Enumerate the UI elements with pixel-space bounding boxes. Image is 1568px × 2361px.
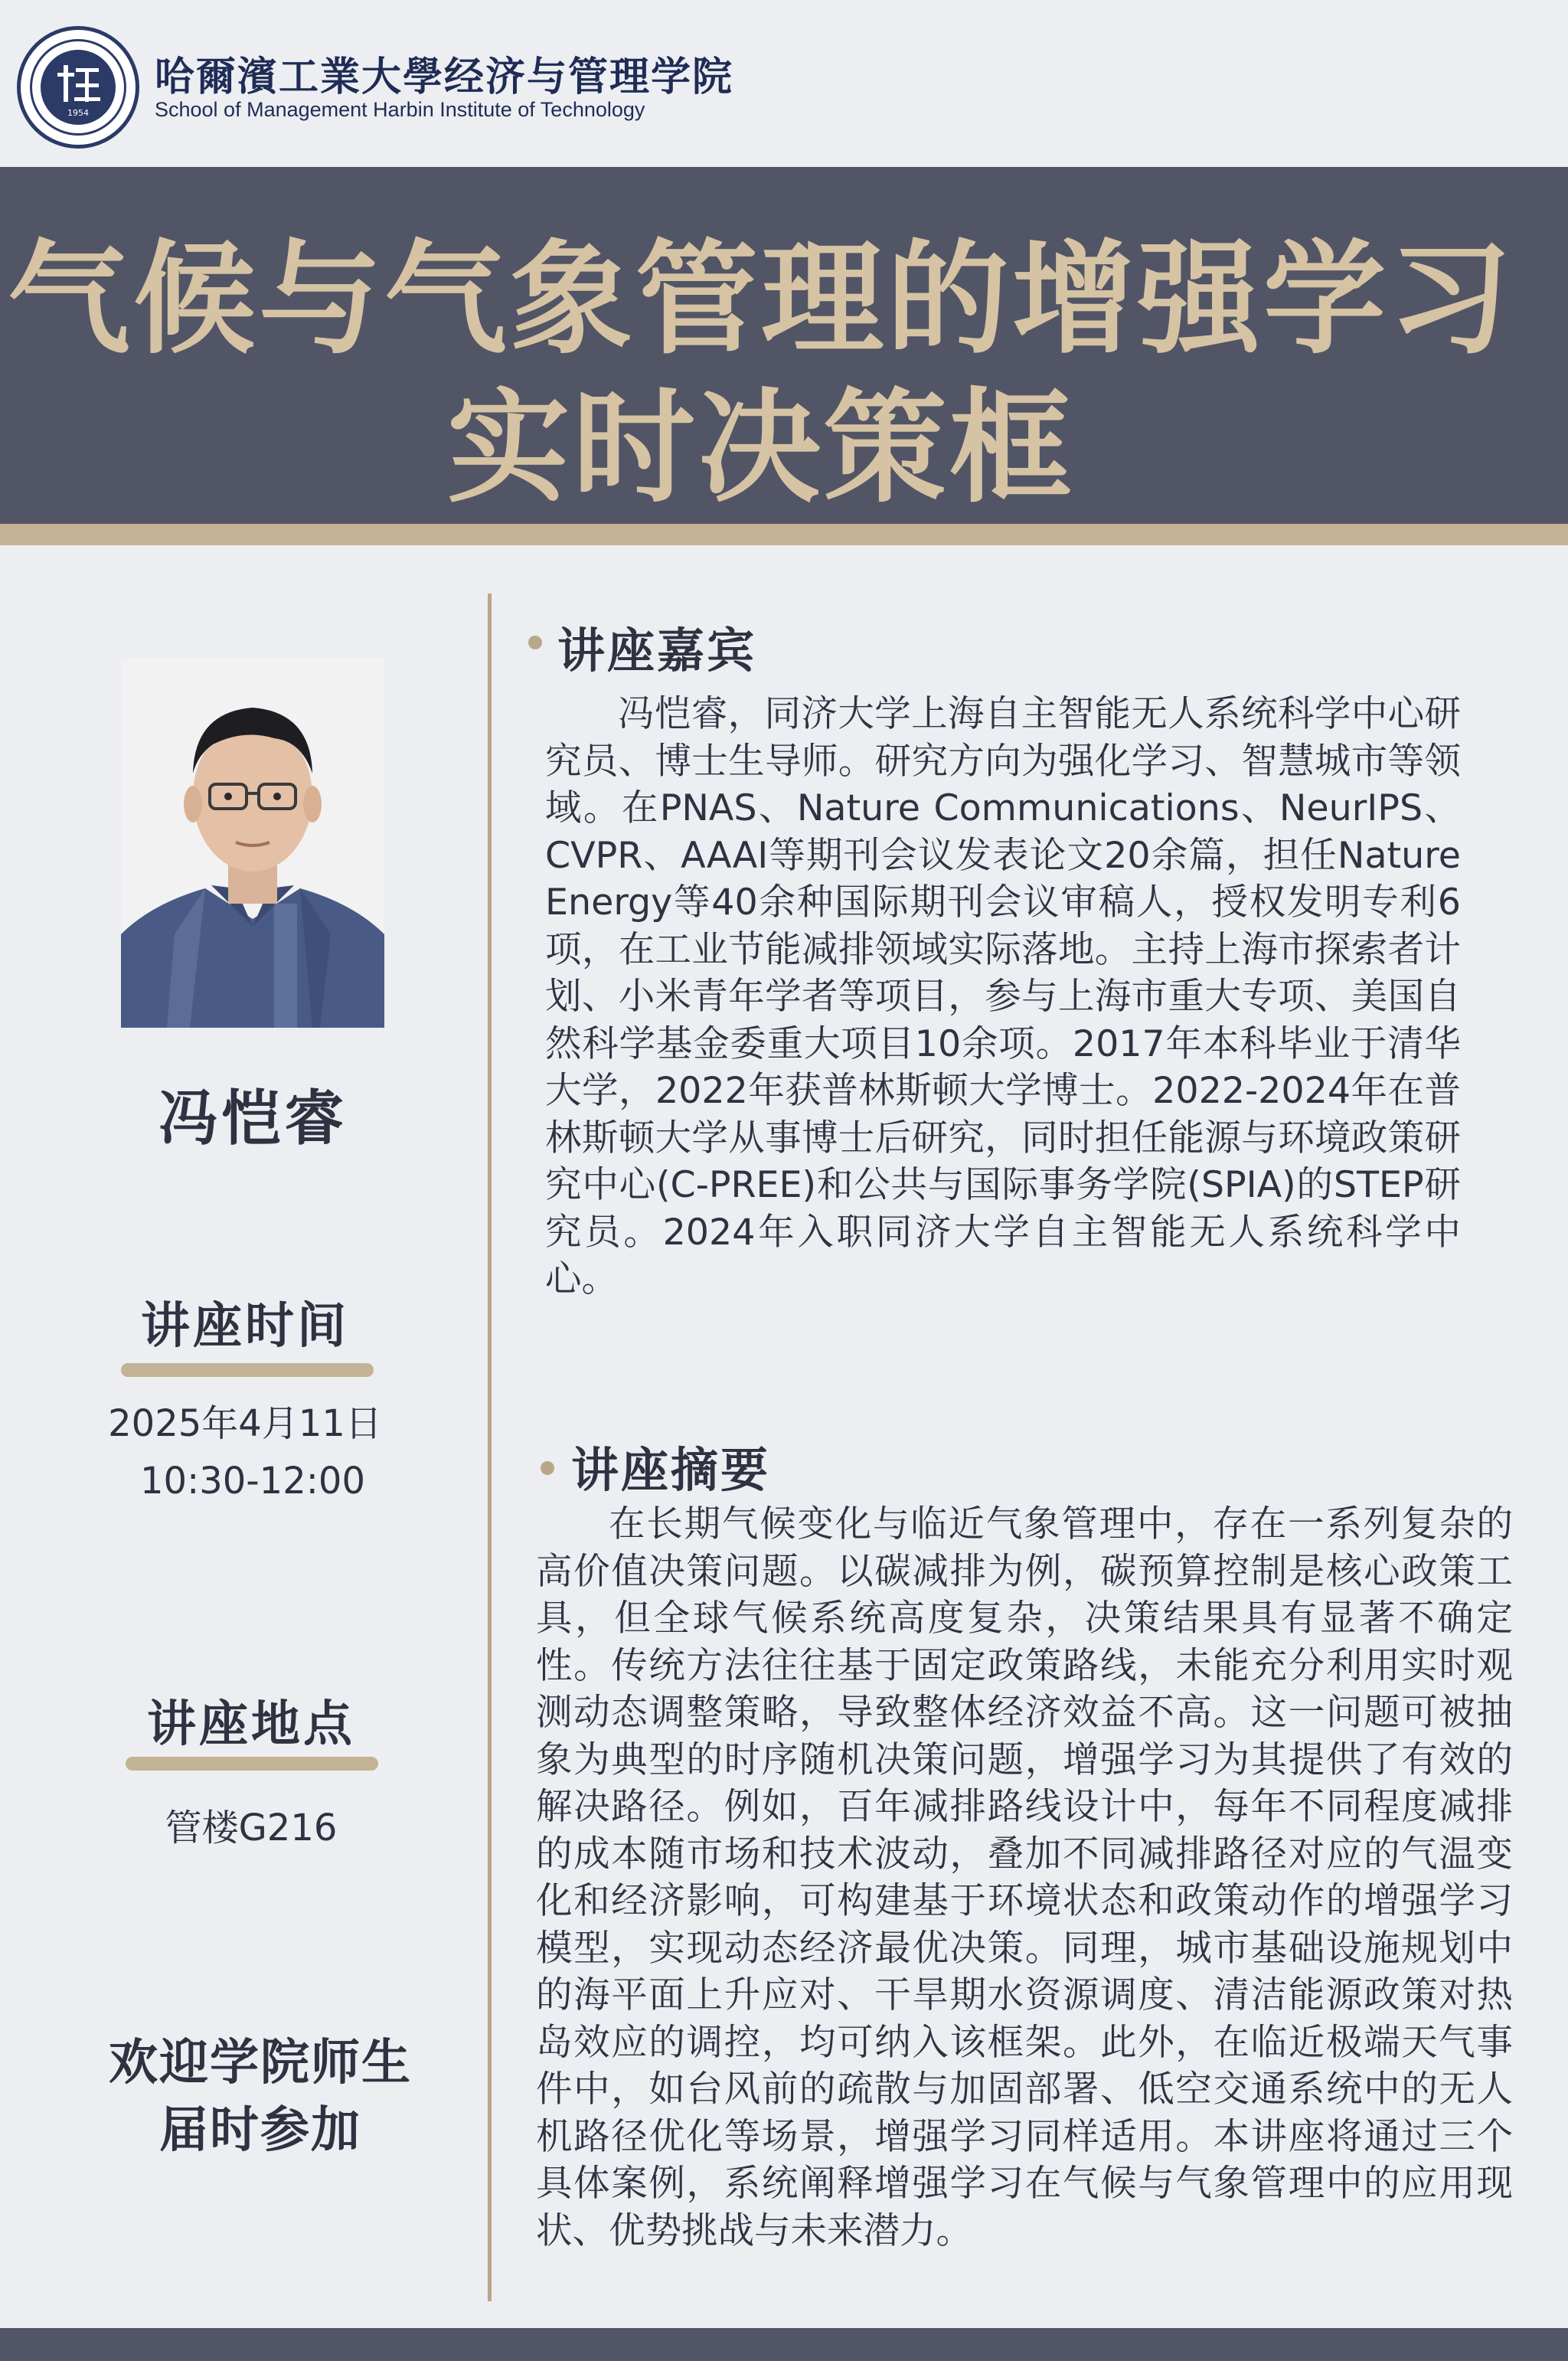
welcome-line-1: 欢迎学院师生 [109, 2035, 412, 2091]
footer-band [0, 2328, 1568, 2361]
abstract-section-heading: 讲座摘要 [571, 1442, 771, 1498]
location-underline-pill [126, 1757, 378, 1771]
lecture-title-line-1: 气候与气象管理的增强学习 [7, 227, 1514, 371]
column-divider [488, 594, 492, 2301]
gold-divider-stripe [0, 524, 1568, 545]
school-name-cn: 哈爾濱工業大學经济与管理学院 [155, 54, 734, 100]
lecture-title-line-2: 实时决策框 [446, 376, 1075, 519]
seal-emblem [41, 50, 116, 125]
bullet-dot [541, 1461, 554, 1475]
lecture-date: 2025年4月11日 [108, 1402, 382, 1445]
speaker-name: 冯恺睿 [158, 1084, 347, 1153]
seal-year: 1954 [67, 108, 89, 118]
lecture-room: 管楼G216 [165, 1807, 338, 1849]
school-seal-logo [17, 26, 139, 149]
speaker-photo [121, 659, 384, 1028]
guest-section-heading: 讲座嘉宾 [557, 623, 757, 679]
school-name-en: School of Management Harbin Institute of Technology [155, 98, 645, 121]
page-header [0, 0, 1568, 167]
guest-bio-text: 冯恺睿，同济大学上海自主智能无人系统科学中心研究员、博士生导师。研究方向为强化学习、智慧城市等领域。在PNAS、Nature Communications、NeurIPS、CVPR、AAAI等期刊会议发表论文20余篇，担任Nature Energy等40余种国际期刊会议审稿人，授权发明专利6项，在工业节能减排领域实际落地。主持上海市探索者计划、小米青年学者等项目，参与上海市重大专项、美国自然科学基金委重大项目10余项。2017年本科毕业于清华大学，2022年获普林斯顿大学博士。2022-2024年在普林斯顿大学从事博士后研究，同时担任能源与环境政策研究中心(C-PREE)和公共与国际事务学院(SPIA)的STEP研究员。2024年入职同济大学自主智能无人系统科学中心。 [545, 693, 1461, 1300]
welcome-line-2: 届时参加 [159, 2102, 361, 2159]
welcome-message [77, 2029, 444, 2164]
title-banner [0, 167, 1568, 524]
bullet-dot [528, 636, 542, 649]
lecture-time-label: 讲座时间 [141, 1298, 349, 1355]
lecture-location-label: 讲座地点 [147, 1696, 355, 1753]
abstract-text: 在长期气候变化与临近气象管理中，存在一系列复杂的高价值决策问题。以碳减排为例，碳预算控制是核心政策工具，但全球气候系统高度复杂，决策结果具有显著不确定性。传统方法往往基于固定政策路线，未能充分利用实时观测动态调整策略，导致整体经济效益不高。这一问题可被抽象为典型的时序随机决策问题，增强学习为其提供了有效的解决路径。例如，百年减排路线设计中，每年不同程度减排的成本随市场和技术波动，叠加不同减排路径对应的气温变化和经济影响，可构建基于环境状态和政策动作的增强学习模型，实现动态经济最优决策。同理，城市基础设施规划中的海平面上升应对、干旱期水资源调度、清洁能源政策对热岛效应的调控，均可纳入该框架。此外，在临近极端天气事件中，如台风前的疏散与加固部署、低空交通系统中的无人机路径优化等场景，增强学习同样适用。本讲座将通过三个具体案例，系统阐释增强学习在气候与气象管理中的应用现状、优势挑战与未来潜力。 [536, 1503, 1513, 2252]
lecture-hours: 10:30-12:00 [140, 1460, 365, 1503]
time-underline-pill [121, 1363, 374, 1377]
